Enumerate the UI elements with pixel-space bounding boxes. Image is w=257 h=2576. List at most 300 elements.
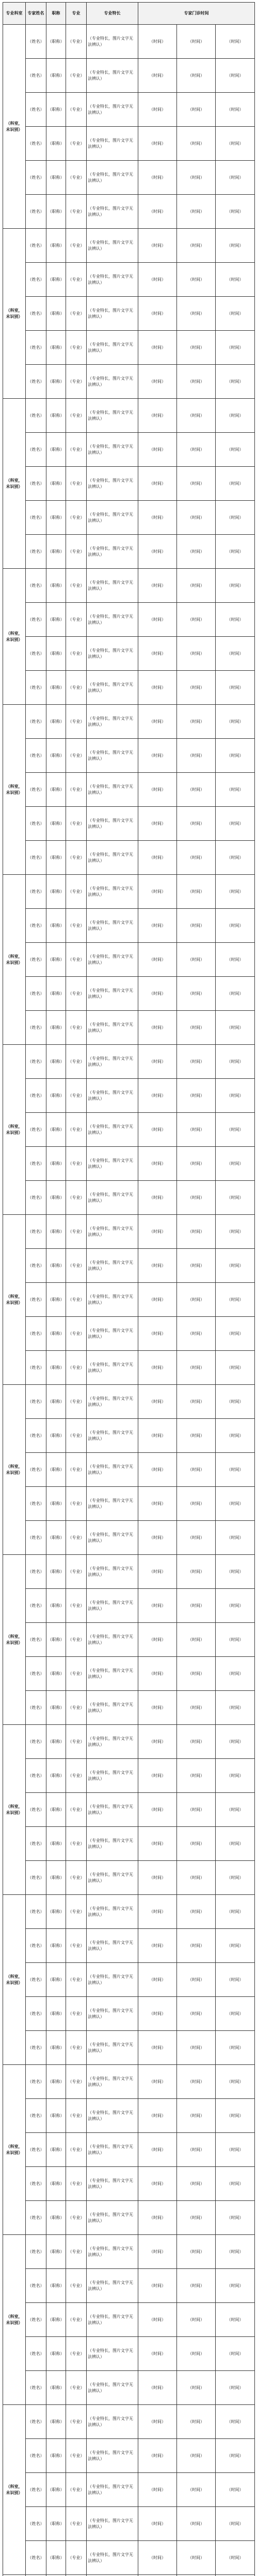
- schedule-cell: （时间）: [138, 2405, 177, 2439]
- schedule-cell: （时间）: [138, 161, 177, 195]
- schedule-cell: （时间）: [216, 263, 255, 297]
- doctor-field-cell: （专业特长，图片文字无法辨认）: [87, 1759, 138, 1793]
- doctor-title-cell: （职称）: [46, 875, 66, 909]
- schedule-cell: （时间）: [216, 2337, 255, 2371]
- doctor-specialty-cell: （专业）: [66, 807, 87, 841]
- doctor-field-cell: （专业特长，图片文字无法辨认）: [87, 127, 138, 161]
- doctor-field-cell: （专业特长，图片文字无法辨认）: [87, 1453, 138, 1487]
- table-row: [3, 1555, 255, 1589]
- table-row: [3, 365, 255, 399]
- schedule-cell: （时间）: [177, 59, 216, 93]
- schedule-cell: （时间）: [216, 739, 255, 773]
- doctor-name-cell: （姓名）: [26, 161, 46, 195]
- doctor-field-cell: （专业特长，图片文字无法辨认）: [87, 875, 138, 909]
- doctor-name-cell: （姓名）: [26, 1691, 46, 1725]
- table-row: [3, 1827, 255, 1861]
- table-row: [3, 1079, 255, 1113]
- table-row: [3, 2507, 255, 2541]
- schedule-cell: （时间）: [138, 1045, 177, 1079]
- doctor-name-cell: （姓名）: [26, 25, 46, 59]
- doctor-field-cell: （专业特长，图片文字无法辨认）: [87, 2235, 138, 2269]
- table-body: [3, 25, 255, 2576]
- schedule-cell: （时间）: [177, 569, 216, 603]
- table-row: [3, 2031, 255, 2065]
- doctor-specialty-cell: （专业）: [66, 671, 87, 705]
- doctor-field-cell: （专业特长，图片文字无法辨认）: [87, 2507, 138, 2541]
- schedule-cell: （时间）: [216, 1895, 255, 1929]
- schedule-cell: （时间）: [138, 1657, 177, 1691]
- doctor-field-cell: （专业特长，图片文字无法辨认）: [87, 1895, 138, 1929]
- doctor-title-cell: （职称）: [46, 59, 66, 93]
- doctor-field-cell: （专业特长，图片文字无法辨认）: [87, 1929, 138, 1963]
- schedule-cell: （时间）: [138, 705, 177, 739]
- expert-schedule-page: [3, 2, 254, 2576]
- table-row: [3, 1215, 255, 1249]
- schedule-cell: （时间）: [138, 365, 177, 399]
- doctor-field-cell: （专业特长，图片文字无法辨认）: [87, 2167, 138, 2201]
- doctor-title-cell: （职称）: [46, 2473, 66, 2507]
- doctor-title-cell: （职称）: [46, 977, 66, 1011]
- schedule-cell: （时间）: [138, 1113, 177, 1147]
- table-row: [3, 2371, 255, 2405]
- table-row: [3, 1419, 255, 1453]
- doctor-specialty-cell: （专业）: [66, 2507, 87, 2541]
- doctor-title-cell: （职称）: [46, 365, 66, 399]
- doctor-name-cell: （姓名）: [26, 705, 46, 739]
- doctor-specialty-cell: （专业）: [66, 1521, 87, 1555]
- schedule-cell: （时间）: [138, 535, 177, 569]
- schedule-cell: （时间）: [177, 1555, 216, 1589]
- schedule-cell: （时间）: [216, 2303, 255, 2337]
- table-row: [3, 1317, 255, 1351]
- schedule-cell: （时间）: [177, 603, 216, 637]
- doctor-specialty-cell: （专业）: [66, 535, 87, 569]
- schedule-cell: （时间）: [216, 2099, 255, 2133]
- table-row: [3, 2303, 255, 2337]
- schedule-cell: （时间）: [177, 2541, 216, 2575]
- schedule-cell: （时间）: [216, 161, 255, 195]
- schedule-cell: （时间）: [177, 467, 216, 501]
- schedule-cell: （时间）: [138, 229, 177, 263]
- header-name: 专家姓名: [26, 3, 46, 25]
- table-row: [3, 2201, 255, 2235]
- schedule-cell: （时间）: [138, 2133, 177, 2167]
- department-cell: （科室，未识别）: [3, 2235, 26, 2405]
- schedule-cell: （时间）: [177, 229, 216, 263]
- doctor-field-cell: （专业特长，图片文字无法辨认）: [87, 1419, 138, 1453]
- schedule-cell: （时间）: [138, 637, 177, 671]
- schedule-cell: （时间）: [216, 501, 255, 535]
- schedule-cell: （时间）: [177, 1385, 216, 1419]
- schedule-cell: （时间）: [216, 297, 255, 331]
- schedule-cell: （时间）: [138, 467, 177, 501]
- schedule-cell: （时间）: [177, 1521, 216, 1555]
- schedule-cell: （时间）: [177, 1453, 216, 1487]
- table-row: [3, 1657, 255, 1691]
- schedule-cell: （时间）: [177, 705, 216, 739]
- table-row: [3, 433, 255, 467]
- schedule-cell: （时间）: [216, 2133, 255, 2167]
- schedule-cell: （时间）: [177, 1793, 216, 1827]
- doctor-field-cell: （专业特长，图片文字无法辨认）: [87, 1555, 138, 1589]
- doctor-title-cell: （职称）: [46, 1589, 66, 1623]
- doctor-name-cell: （姓名）: [26, 2269, 46, 2303]
- doctor-title-cell: （职称）: [46, 2303, 66, 2337]
- table-row: [3, 1963, 255, 1997]
- doctor-specialty-cell: （专业）: [66, 909, 87, 943]
- schedule-cell: （时间）: [216, 1283, 255, 1317]
- doctor-specialty-cell: （专业）: [66, 1385, 87, 1419]
- doctor-field-cell: （专业特长，图片文字无法辨认）: [87, 1351, 138, 1385]
- doctor-field-cell: （专业特长，图片文字无法辨认）: [87, 671, 138, 705]
- doctor-title-cell: （职称）: [46, 331, 66, 365]
- schedule-cell: （时间）: [138, 59, 177, 93]
- doctor-name-cell: （姓名）: [26, 2133, 46, 2167]
- doctor-specialty-cell: （专业）: [66, 2439, 87, 2473]
- schedule-cell: （时间）: [177, 637, 216, 671]
- doctor-field-cell: （专业特长，图片文字无法辨认）: [87, 1827, 138, 1861]
- table-row: [3, 501, 255, 535]
- schedule-cell: （时间）: [216, 2201, 255, 2235]
- table-row: [3, 705, 255, 739]
- schedule-cell: （时间）: [177, 1623, 216, 1657]
- schedule-cell: （时间）: [138, 1929, 177, 1963]
- doctor-field-cell: （专业特长，图片文字无法辨认）: [87, 807, 138, 841]
- schedule-cell: （时间）: [138, 433, 177, 467]
- doctor-name-cell: （姓名）: [26, 1963, 46, 1997]
- doctor-field-cell: （专业特长，图片文字无法辨认）: [87, 2405, 138, 2439]
- schedule-cell: （时间）: [216, 2405, 255, 2439]
- schedule-cell: （时间）: [216, 2371, 255, 2405]
- table-row: [3, 1113, 255, 1147]
- doctor-field-cell: （专业特长，图片文字无法辨认）: [87, 1147, 138, 1181]
- doctor-specialty-cell: （专业）: [66, 1623, 87, 1657]
- doctor-title-cell: （职称）: [46, 25, 66, 59]
- doctor-title-cell: （职称）: [46, 433, 66, 467]
- schedule-cell: （时间）: [138, 25, 177, 59]
- doctor-field-cell: （专业特长，图片文字无法辨认）: [87, 2201, 138, 2235]
- doctor-name-cell: （姓名）: [26, 2405, 46, 2439]
- doctor-field-cell: （专业特长，图片文字无法辨认）: [87, 1113, 138, 1147]
- schedule-cell: （时间）: [138, 399, 177, 433]
- doctor-name-cell: （姓名）: [26, 1079, 46, 1113]
- doctor-name-cell: （姓名）: [26, 977, 46, 1011]
- doctor-name-cell: （姓名）: [26, 2337, 46, 2371]
- schedule-cell: （时间）: [177, 535, 216, 569]
- doctor-name-cell: （姓名）: [26, 603, 46, 637]
- table-row: [3, 1929, 255, 1963]
- doctor-title-cell: （职称）: [46, 739, 66, 773]
- schedule-cell: （时间）: [177, 1419, 216, 1453]
- doctor-specialty-cell: （专业）: [66, 1487, 87, 1521]
- schedule-cell: （时间）: [138, 875, 177, 909]
- schedule-cell: （时间）: [177, 1487, 216, 1521]
- doctor-name-cell: （姓名）: [26, 1147, 46, 1181]
- doctor-specialty-cell: （专业）: [66, 2235, 87, 2269]
- doctor-specialty-cell: （专业）: [66, 1113, 87, 1147]
- schedule-cell: （时间）: [138, 909, 177, 943]
- schedule-cell: （时间）: [177, 1827, 216, 1861]
- doctor-field-cell: （专业特长，图片文字无法辨认）: [87, 399, 138, 433]
- doctor-title-cell: （职称）: [46, 2371, 66, 2405]
- schedule-cell: （时间）: [177, 1657, 216, 1691]
- schedule-cell: （时间）: [138, 1283, 177, 1317]
- schedule-cell: （时间）: [177, 1317, 216, 1351]
- schedule-cell: （时间）: [138, 1963, 177, 1997]
- doctor-title-cell: （职称）: [46, 2541, 66, 2575]
- table-row: [3, 2099, 255, 2133]
- table-row: [3, 1011, 255, 1045]
- doctor-title-cell: （职称）: [46, 603, 66, 637]
- schedule-cell: （时间）: [177, 1929, 216, 1963]
- schedule-cell: （时间）: [177, 2201, 216, 2235]
- schedule-cell: （时间）: [177, 25, 216, 59]
- doctor-title-cell: （职称）: [46, 2065, 66, 2099]
- header-specialty: 专业: [66, 3, 87, 25]
- doctor-name-cell: （姓名）: [26, 1453, 46, 1487]
- schedule-cell: （时间）: [216, 1419, 255, 1453]
- schedule-cell: （时间）: [177, 1691, 216, 1725]
- schedule-cell: （时间）: [177, 2065, 216, 2099]
- schedule-cell: （时间）: [177, 263, 216, 297]
- schedule-cell: （时间）: [177, 2133, 216, 2167]
- schedule-cell: （时间）: [216, 1759, 255, 1793]
- schedule-cell: （时间）: [138, 773, 177, 807]
- department-cell: （科室，未识别）: [3, 1725, 26, 1895]
- doctor-field-cell: （专业特长，图片文字无法辨认）: [87, 1691, 138, 1725]
- doctor-name-cell: （姓名）: [26, 2065, 46, 2099]
- table-row: [3, 1691, 255, 1725]
- doctor-title-cell: （职称）: [46, 705, 66, 739]
- schedule-cell: （时间）: [216, 875, 255, 909]
- doctor-field-cell: （专业特长，图片文字无法辨认）: [87, 2473, 138, 2507]
- doctor-field-cell: （专业特长，图片文字无法辨认）: [87, 365, 138, 399]
- doctor-title-cell: （职称）: [46, 1283, 66, 1317]
- schedule-cell: （时间）: [177, 127, 216, 161]
- doctor-name-cell: （姓名）: [26, 2439, 46, 2473]
- department-cell: （科室，未识别）: [3, 1895, 26, 2065]
- doctor-specialty-cell: （专业）: [66, 1759, 87, 1793]
- department-cell: （科室，未识别）: [3, 2065, 26, 2235]
- schedule-cell: （时间）: [216, 1079, 255, 1113]
- schedule-cell: （时间）: [216, 705, 255, 739]
- doctor-specialty-cell: （专业）: [66, 637, 87, 671]
- schedule-cell: （时间）: [216, 1385, 255, 1419]
- table-row: [3, 2235, 255, 2269]
- doctor-name-cell: （姓名）: [26, 399, 46, 433]
- schedule-cell: （时间）: [138, 807, 177, 841]
- doctor-name-cell: （姓名）: [26, 773, 46, 807]
- schedule-cell: （时间）: [177, 2031, 216, 2065]
- doctor-specialty-cell: （专业）: [66, 1657, 87, 1691]
- schedule-cell: （时间）: [216, 1929, 255, 1963]
- table-row: [3, 93, 255, 127]
- schedule-cell: （时间）: [138, 2507, 177, 2541]
- doctor-title-cell: （职称）: [46, 1249, 66, 1283]
- doctor-name-cell: （姓名）: [26, 807, 46, 841]
- schedule-cell: （时间）: [138, 501, 177, 535]
- doctor-specialty-cell: （专业）: [66, 2337, 87, 2371]
- schedule-cell: （时间）: [177, 1589, 216, 1623]
- header-department: 专业科室: [3, 3, 26, 25]
- doctor-field-cell: （专业特长，图片文字无法辨认）: [87, 2303, 138, 2337]
- doctor-title-cell: （职称）: [46, 1487, 66, 1521]
- doctor-specialty-cell: （专业）: [66, 1283, 87, 1317]
- schedule-cell: （时间）: [138, 943, 177, 977]
- table-row: [3, 1793, 255, 1827]
- doctor-title-cell: （职称）: [46, 841, 66, 875]
- doctor-field-cell: （专业特长，图片文字无法辨认）: [87, 637, 138, 671]
- schedule-cell: （时间）: [177, 2473, 216, 2507]
- doctor-name-cell: （姓名）: [26, 1861, 46, 1895]
- doctor-specialty-cell: （专业）: [66, 773, 87, 807]
- doctor-title-cell: （职称）: [46, 807, 66, 841]
- schedule-cell: （时间）: [177, 1895, 216, 1929]
- doctor-field-cell: （专业特长，图片文字无法辨认）: [87, 705, 138, 739]
- doctor-title-cell: （职称）: [46, 2235, 66, 2269]
- doctor-field-cell: （专业特长，图片文字无法辨认）: [87, 501, 138, 535]
- schedule-cell: （时间）: [177, 773, 216, 807]
- table-row: [3, 739, 255, 773]
- schedule-cell: （时间）: [216, 2439, 255, 2473]
- doctor-field-cell: （专业特长，图片文字无法辨认）: [87, 2065, 138, 2099]
- doctor-title-cell: （职称）: [46, 1351, 66, 1385]
- doctor-title-cell: （职称）: [46, 1691, 66, 1725]
- department-cell: （科室，未识别）: [3, 1385, 26, 1555]
- department-cell: （科室，未识别）: [3, 25, 26, 229]
- doctor-specialty-cell: （专业）: [66, 569, 87, 603]
- table-row: [3, 1521, 255, 1555]
- doctor-specialty-cell: （专业）: [66, 1895, 87, 1929]
- schedule-cell: （时间）: [138, 1011, 177, 1045]
- doctor-field-cell: （专业特长，图片文字无法辨认）: [87, 739, 138, 773]
- doctor-field-cell: （专业特长，图片文字无法辨认）: [87, 263, 138, 297]
- doctor-title-cell: （职称）: [46, 161, 66, 195]
- doctor-specialty-cell: （专业）: [66, 2269, 87, 2303]
- schedule-cell: （时间）: [138, 1895, 177, 1929]
- schedule-cell: （时间）: [177, 1079, 216, 1113]
- schedule-cell: （时间）: [177, 671, 216, 705]
- table-row: [3, 2167, 255, 2201]
- doctor-specialty-cell: （专业）: [66, 2405, 87, 2439]
- doctor-field-cell: （专业特长，图片文字无法辨认）: [87, 603, 138, 637]
- schedule-cell: （时间）: [177, 1759, 216, 1793]
- doctor-name-cell: （姓名）: [26, 1045, 46, 1079]
- doctor-name-cell: （姓名）: [26, 909, 46, 943]
- doctor-field-cell: （专业特长，图片文字无法辨认）: [87, 25, 138, 59]
- doctor-title-cell: （职称）: [46, 501, 66, 535]
- doctor-name-cell: （姓名）: [26, 1419, 46, 1453]
- schedule-cell: （时间）: [138, 1793, 177, 1827]
- schedule-cell: （时间）: [177, 1045, 216, 1079]
- doctor-field-cell: （专业特长，图片文字无法辨认）: [87, 297, 138, 331]
- schedule-cell: （时间）: [216, 195, 255, 229]
- schedule-cell: （时间）: [138, 1759, 177, 1793]
- table-row: [3, 1487, 255, 1521]
- doctor-title-cell: （职称）: [46, 909, 66, 943]
- doctor-name-cell: （姓名）: [26, 263, 46, 297]
- department-cell: （科室，未识别）: [3, 1215, 26, 1385]
- doctor-specialty-cell: （专业）: [66, 161, 87, 195]
- schedule-cell: （时间）: [138, 1317, 177, 1351]
- schedule-cell: （时间）: [138, 841, 177, 875]
- table-row: [3, 2337, 255, 2371]
- schedule-cell: （时间）: [177, 1861, 216, 1895]
- schedule-cell: （时间）: [177, 1351, 216, 1385]
- doctor-title-cell: （职称）: [46, 1181, 66, 1215]
- doctor-field-cell: （专业特长，图片文字无法辨认）: [87, 59, 138, 93]
- doctor-specialty-cell: （专业）: [66, 1453, 87, 1487]
- doctor-name-cell: （姓名）: [26, 1351, 46, 1385]
- doctor-field-cell: （专业特长，图片文字无法辨认）: [87, 1623, 138, 1657]
- schedule-cell: （时间）: [138, 671, 177, 705]
- doctor-name-cell: （姓名）: [26, 1521, 46, 1555]
- doctor-specialty-cell: （专业）: [66, 263, 87, 297]
- doctor-name-cell: （姓名）: [26, 365, 46, 399]
- doctor-field-cell: （专业特长，图片文字无法辨认）: [87, 1181, 138, 1215]
- table-row: [3, 2439, 255, 2473]
- schedule-cell: （时间）: [216, 1521, 255, 1555]
- doctor-title-cell: （职称）: [46, 1555, 66, 1589]
- schedule-cell: （时间）: [177, 1215, 216, 1249]
- schedule-cell: （时间）: [216, 2507, 255, 2541]
- schedule-cell: （时间）: [138, 2065, 177, 2099]
- table-row: [3, 1351, 255, 1385]
- doctor-field-cell: （专业特长，图片文字无法辨认）: [87, 93, 138, 127]
- doctor-field-cell: （专业特长，图片文字无法辨认）: [87, 1385, 138, 1419]
- table-row: [3, 297, 255, 331]
- doctor-specialty-cell: （专业）: [66, 25, 87, 59]
- schedule-cell: （时间）: [216, 943, 255, 977]
- doctor-title-cell: （职称）: [46, 671, 66, 705]
- doctor-title-cell: （职称）: [46, 1419, 66, 1453]
- doctor-specialty-cell: （专业）: [66, 229, 87, 263]
- schedule-cell: （时间）: [138, 1351, 177, 1385]
- doctor-title-cell: （职称）: [46, 1045, 66, 1079]
- schedule-cell: （时间）: [138, 2371, 177, 2405]
- doctor-field-cell: （专业特长，图片文字无法辨认）: [87, 2099, 138, 2133]
- schedule-cell: （时间）: [138, 297, 177, 331]
- schedule-cell: （时间）: [138, 2439, 177, 2473]
- schedule-cell: （时间）: [177, 399, 216, 433]
- doctor-field-cell: （专业特长，图片文字无法辨认）: [87, 569, 138, 603]
- doctor-specialty-cell: （专业）: [66, 1725, 87, 1759]
- doctor-specialty-cell: （专业）: [66, 467, 87, 501]
- schedule-cell: （时间）: [216, 1725, 255, 1759]
- header-title: 职称: [46, 3, 66, 25]
- doctor-name-cell: （姓名）: [26, 671, 46, 705]
- schedule-cell: （时间）: [216, 569, 255, 603]
- doctor-field-cell: （专业特长，图片文字无法辨认）: [87, 2031, 138, 2065]
- doctor-title-cell: （职称）: [46, 773, 66, 807]
- doctor-name-cell: （姓名）: [26, 1487, 46, 1521]
- schedule-cell: （时间）: [177, 739, 216, 773]
- table-row: [3, 535, 255, 569]
- schedule-cell: （时间）: [216, 2473, 255, 2507]
- table-row: [3, 127, 255, 161]
- doctor-field-cell: （专业特长，图片文字无法辨认）: [87, 1215, 138, 1249]
- doctor-field-cell: （专业特长，图片文字无法辨认）: [87, 2439, 138, 2473]
- schedule-cell: （时间）: [138, 2235, 177, 2269]
- doctor-field-cell: （专业特长，图片文字无法辨认）: [87, 1861, 138, 1895]
- schedule-cell: （时间）: [216, 909, 255, 943]
- schedule-cell: （时间）: [177, 909, 216, 943]
- doctor-specialty-cell: （专业）: [66, 433, 87, 467]
- schedule-cell: （时间）: [138, 1827, 177, 1861]
- table-row: [3, 909, 255, 943]
- doctor-title-cell: （职称）: [46, 1997, 66, 2031]
- schedule-cell: （时间）: [216, 1555, 255, 1589]
